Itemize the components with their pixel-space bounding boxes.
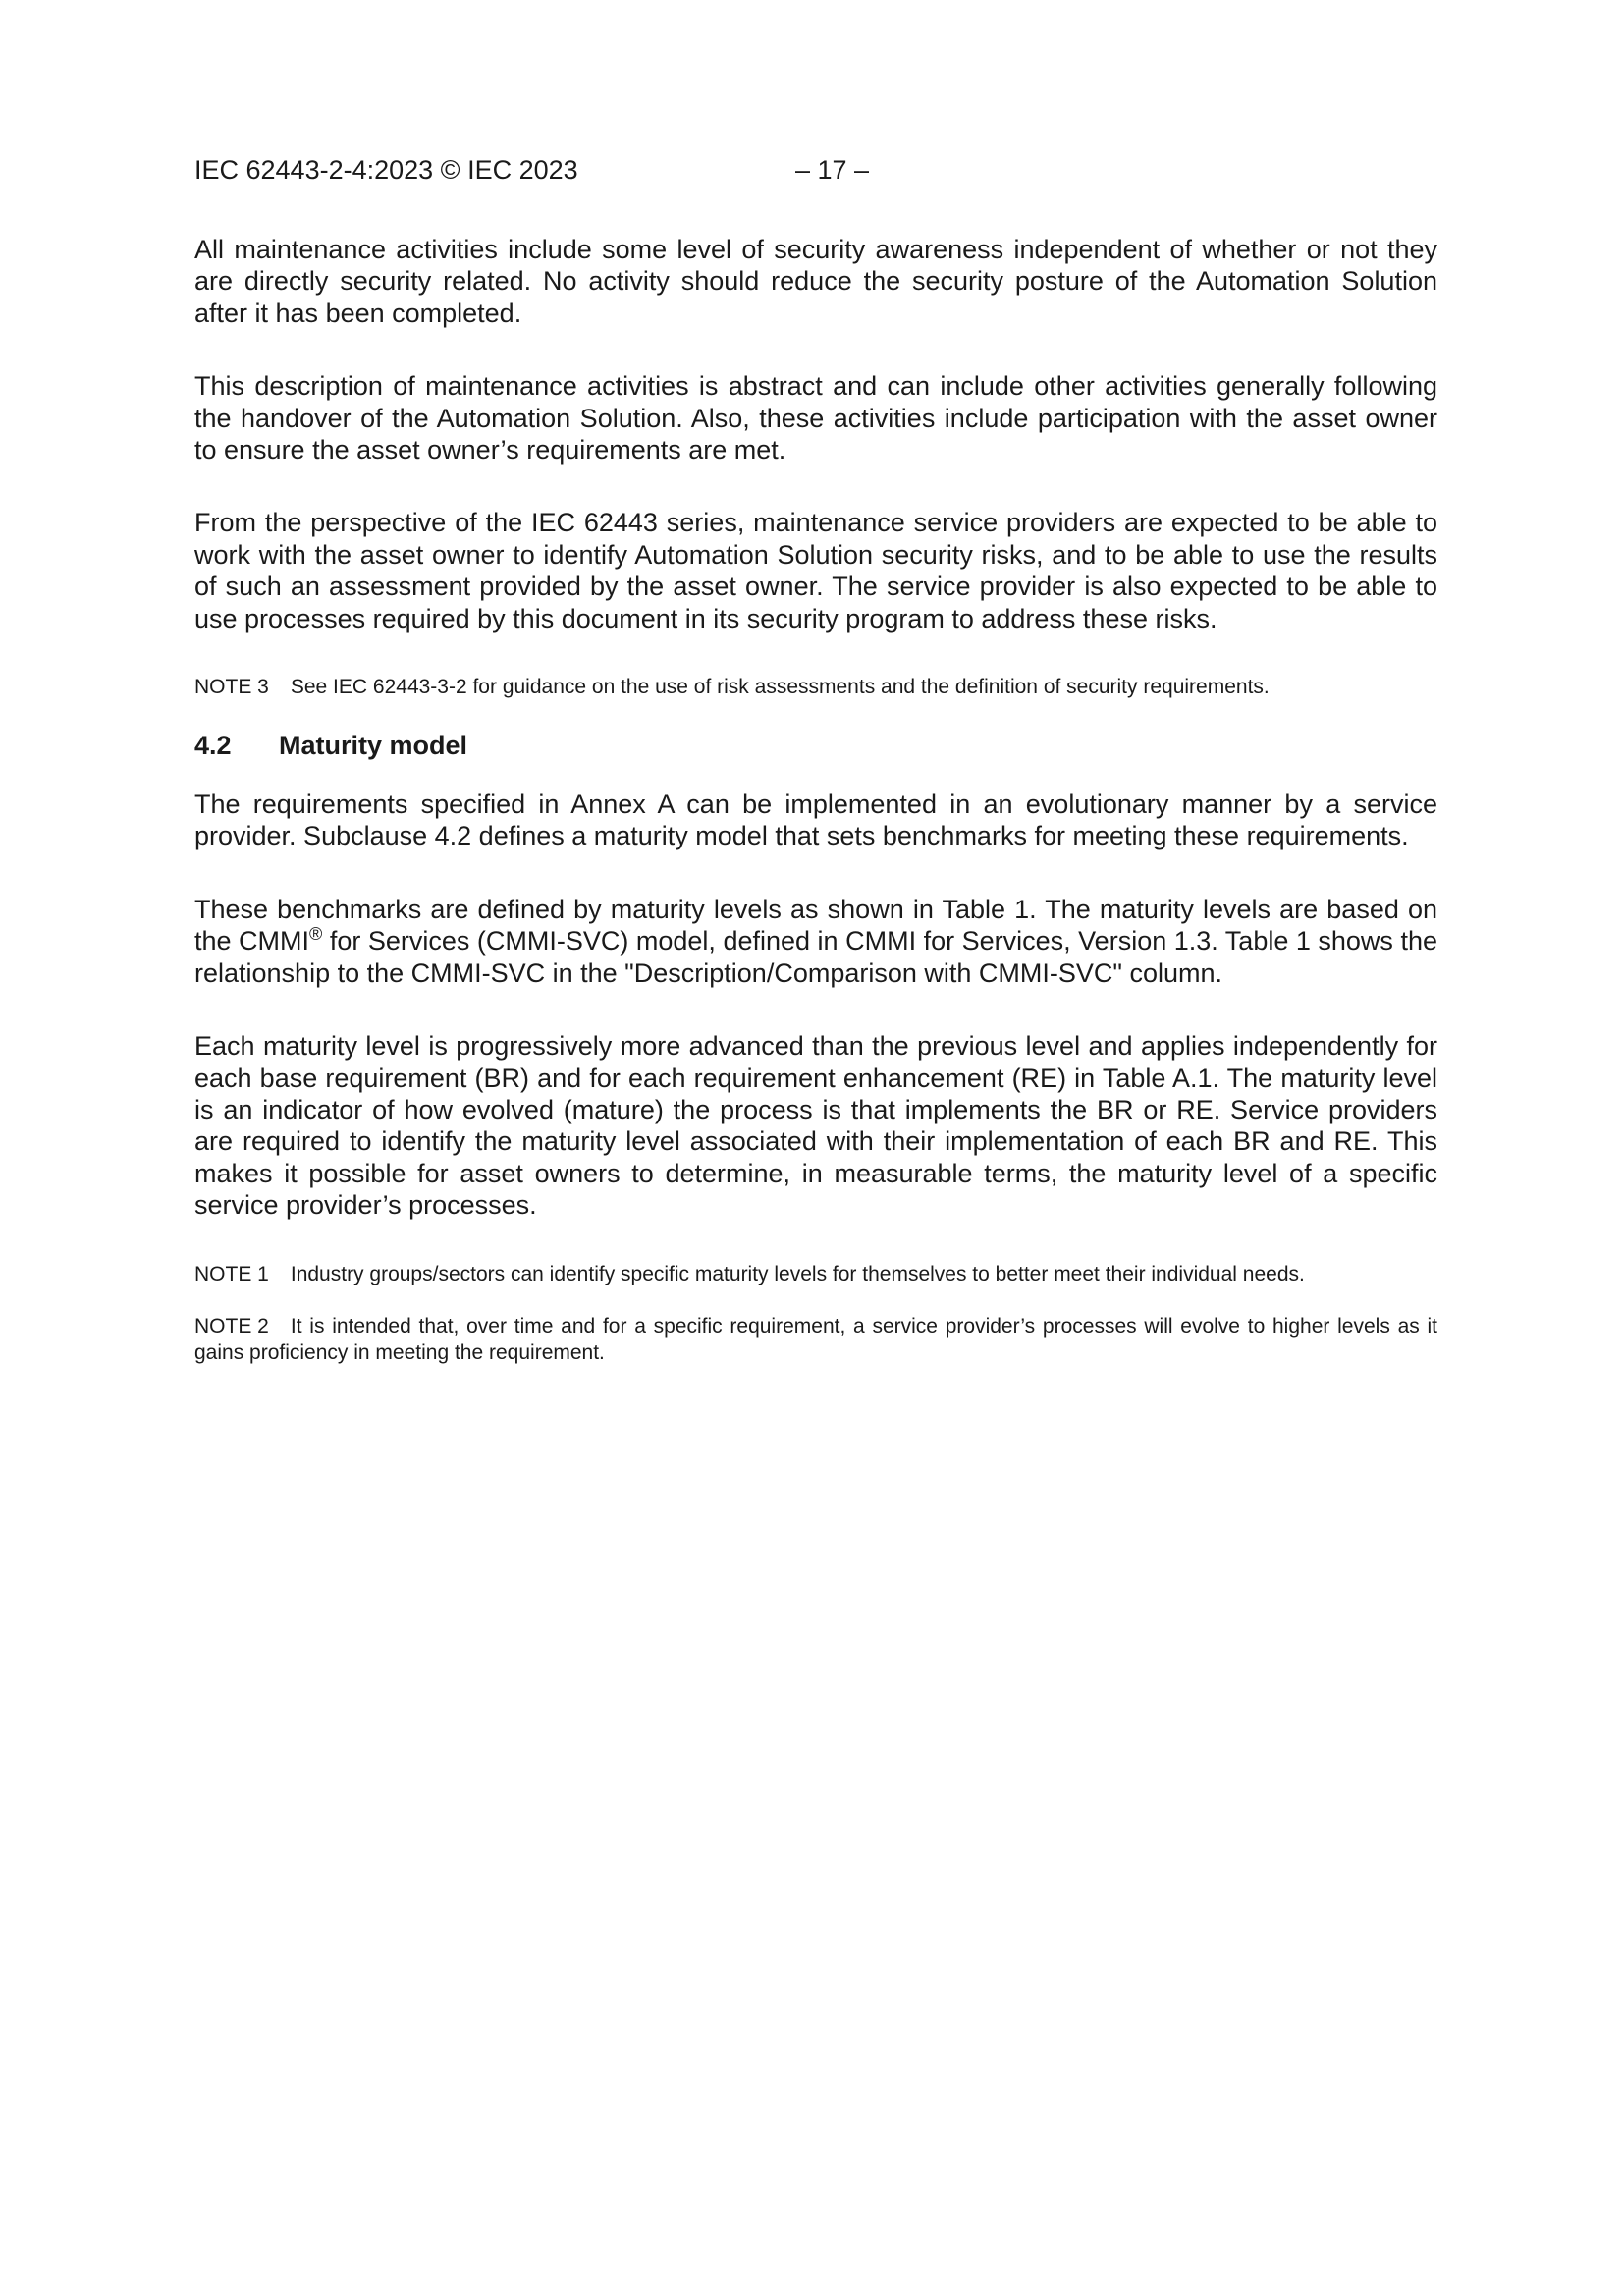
note-text: See IEC 62443-3-2 for guidance on the use of risk assessments and the definition of security requirements.: [290, 676, 1270, 699]
page-header: [194, 155, 1437, 191]
registered-mark: ®: [309, 924, 323, 945]
section-heading: [194, 730, 1437, 761]
note-label: NOTE 2: [194, 1314, 269, 1338]
paragraph-benchmarks: [194, 894, 1437, 989]
note-label: NOTE 3: [194, 676, 269, 699]
note-3: [194, 674, 1437, 700]
section-number: 4.2: [194, 731, 232, 761]
paragraph-iec-perspective: From the perspective of the IEC 62443 series, maintenance service providers are expected to be able to work with the asset owner to identify Automation Solution security risks, and to be able to use the results of such an assessment provided by the asset owner. The service provider is also expected to be able to use processes required by this document in its security program to address these risks.: [194, 508, 1437, 633]
benchmarks-text-start: These benchmarks are defined by maturity levels as shown in Table 1. The maturity levels are based on the CMMI: [194, 894, 1437, 957]
note-label: NOTE 1: [194, 1262, 269, 1285]
benchmarks-text-end: for Services (CMMI-SVC) model, defined in CMMI for Services, Version 1.3. Table 1 shows the relationship to the CMMI-SVC in the "Description/Comparison with CMMI-SVC" column.: [194, 926, 1437, 988]
document-identifier: IEC 62443-2-4:2023 © IEC 2023: [194, 155, 578, 185]
note-text: Industry groups/sectors can identify specific maturity levels for themselves to better meet their individual needs.: [290, 1262, 1305, 1285]
section-title: Maturity model: [279, 731, 468, 761]
page-content: [194, 234, 1437, 1392]
note-text: It is intended that, over time and for a specific requirement, a service provider’s processes will evolve to higher levels as it gains proficiency in meeting the requirement.: [194, 1314, 1437, 1364]
paragraph-maturity-levels: Each maturity level is progressively more advanced than the previous level and applies independently for each base requirement (BR) and for each requirement enhancement (RE) in Table A.1. The maturity level is an indicator of how evolved (mature) the process is that implements the BR or RE. Service providers are required to identify the maturity level associated with their implementation of each BR and RE. This makes it possible for asset owners to determine, in measurable terms, the maturity level of a specific service provider’s processes.: [194, 1031, 1437, 1221]
note-2: [194, 1313, 1437, 1366]
page-number: – 17 –: [795, 155, 870, 185]
note-1: [194, 1261, 1437, 1287]
paragraph-maintenance-awareness: All maintenance activities include some level of security awareness independent of whether or not they are directly security related. No activity should reduce the security posture of the Automation Solution after it has been completed.: [194, 235, 1437, 328]
paragraph-maintenance-description: This description of maintenance activities is abstract and can include other activities generally following the handover of the Automation Solution. Also, these activities include participation with the asset owner to ensure the asset owner’s requirements are met.: [194, 371, 1437, 465]
paragraph-requirements-evolution: The requirements specified in Annex A can be implemented in an evolutionary manner by a service provider. Subclause 4.2 defines a maturity model that sets benchmarks for meeting these requirements.: [194, 790, 1437, 851]
